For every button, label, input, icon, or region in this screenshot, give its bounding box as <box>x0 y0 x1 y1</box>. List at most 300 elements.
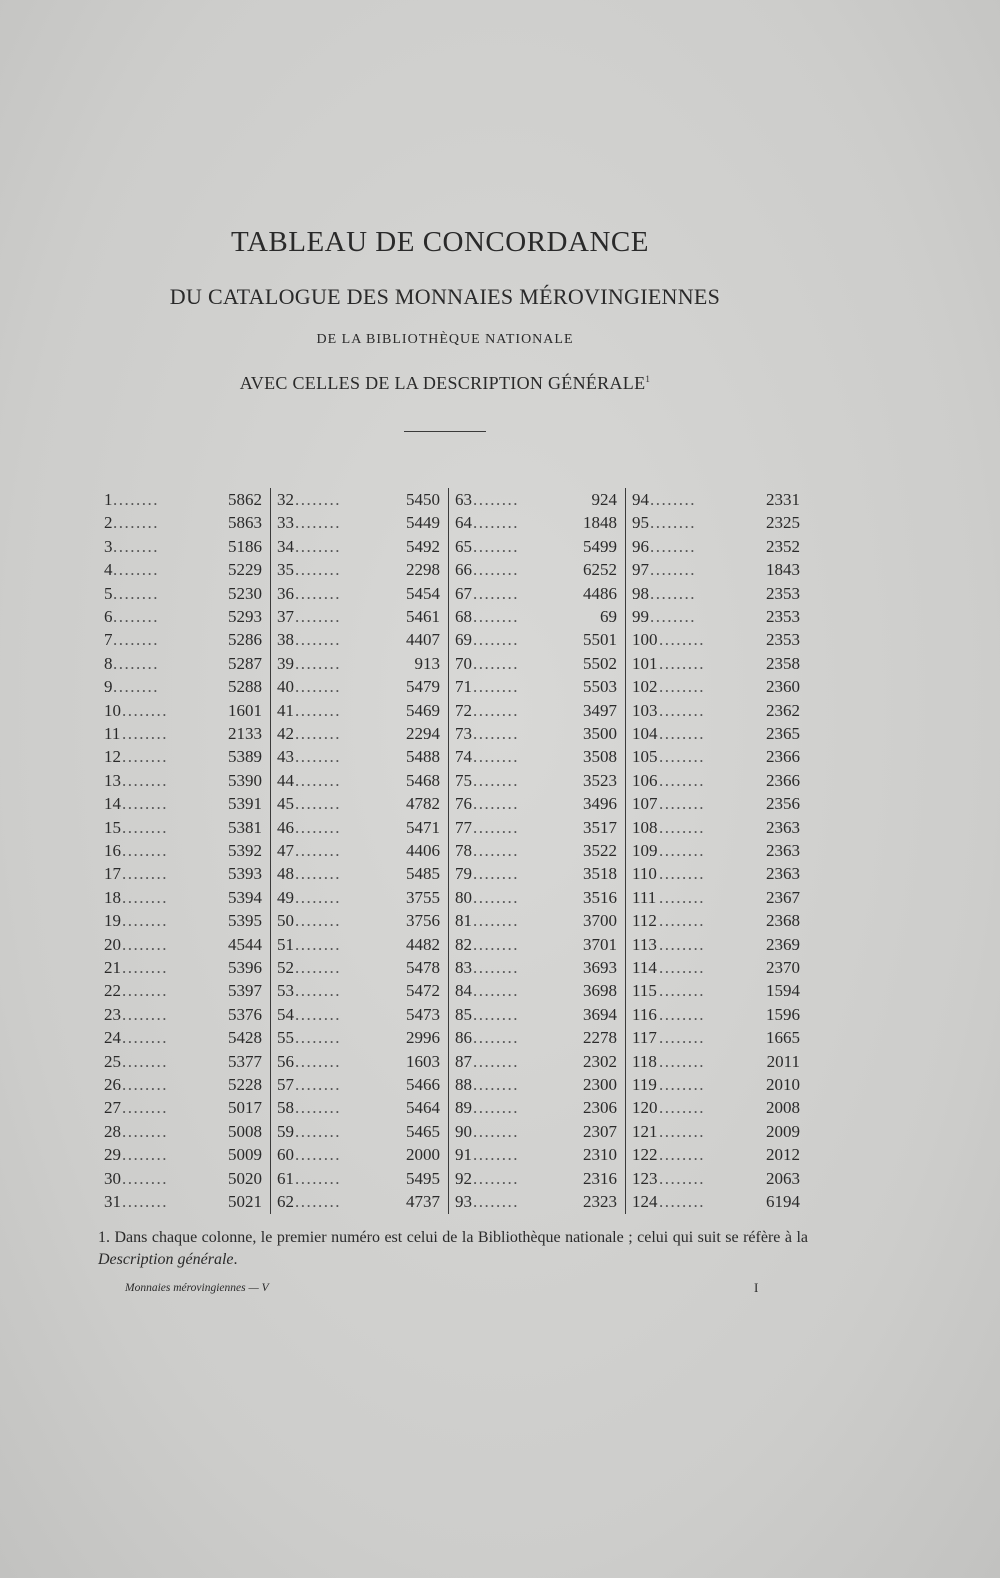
description-number: 5021 <box>228 1192 262 1211</box>
description-number: 5492 <box>406 536 440 556</box>
leader-dots: ........ <box>659 1098 705 1118</box>
description-number: 5394 <box>228 887 262 907</box>
catalogue-number: 121 <box>632 1121 658 1141</box>
table-row <box>98 1167 270 1190</box>
table-row <box>271 1167 448 1190</box>
description-number: 4544 <box>228 934 262 954</box>
table-row <box>98 535 270 558</box>
leader-dots: ........ <box>473 1192 519 1211</box>
leader-dots: ........ <box>473 770 519 790</box>
leader-dots: ........ <box>122 934 168 954</box>
table-row <box>98 628 270 651</box>
catalogue-number: 101 <box>632 653 658 673</box>
catalogue-number: 41 <box>277 700 294 720</box>
leader-dots: ........ <box>473 864 519 884</box>
table-row <box>449 1143 625 1166</box>
description-number: 5428 <box>228 1028 262 1048</box>
catalogue-number: 2 <box>104 513 113 533</box>
leader-dots: ........ <box>122 981 168 1001</box>
catalogue-number: 57 <box>277 1075 294 1094</box>
table-row <box>271 886 448 909</box>
description-number: 5862 <box>228 490 262 509</box>
description-number: 5008 <box>228 1121 262 1141</box>
catalogue-number: 6 <box>104 607 113 626</box>
leader-dots: ........ <box>473 653 519 673</box>
catalogue-number: 108 <box>632 817 658 837</box>
table-row <box>271 722 448 745</box>
catalogue-number: 123 <box>632 1168 658 1188</box>
description-number: 1594 <box>766 981 800 1001</box>
catalogue-number: 122 <box>632 1145 658 1165</box>
subtitle-description-text: AVEC CELLES DE LA DESCRIPTION GÉNÉRALE <box>239 373 646 393</box>
description-number: 5501 <box>583 630 617 650</box>
table-row <box>98 675 270 698</box>
table-row <box>449 511 625 534</box>
concordance-table <box>98 488 808 1214</box>
table-row <box>271 652 448 675</box>
table-row <box>449 628 625 651</box>
description-number: 2356 <box>766 794 800 814</box>
table-row <box>626 979 808 1002</box>
description-number: 2008 <box>766 1098 800 1118</box>
table-row <box>626 1003 808 1026</box>
table-row <box>271 699 448 722</box>
description-number: 3700 <box>583 911 617 931</box>
description-number: 2363 <box>766 864 800 884</box>
catalogue-number: 119 <box>632 1075 657 1094</box>
table-row <box>271 1190 448 1213</box>
catalogue-number: 92 <box>455 1168 472 1188</box>
table-row <box>449 535 625 558</box>
description-number: 3522 <box>583 841 617 860</box>
catalogue-number: 25 <box>104 1051 121 1071</box>
description-number: 1843 <box>766 560 800 580</box>
description-number: 2300 <box>583 1075 617 1094</box>
leader-dots: ........ <box>295 536 341 556</box>
leader-dots: ........ <box>659 1051 705 1071</box>
description-number: 2012 <box>766 1145 800 1165</box>
leader-dots: ........ <box>122 1192 168 1211</box>
catalogue-number: 18 <box>104 887 121 907</box>
catalogue-number: 68 <box>455 607 472 626</box>
table-row <box>449 933 625 956</box>
table-row <box>626 839 808 862</box>
leader-dots: ........ <box>473 1145 519 1165</box>
table-row <box>271 535 448 558</box>
catalogue-number: 88 <box>455 1075 472 1094</box>
catalogue-number: 118 <box>632 1051 657 1071</box>
catalogue-number: 84 <box>455 981 472 1001</box>
catalogue-number: 56 <box>277 1051 294 1071</box>
table-row <box>626 862 808 885</box>
catalogue-number: 105 <box>632 747 658 767</box>
leader-dots: ........ <box>122 841 168 860</box>
catalogue-number: 67 <box>455 583 472 603</box>
catalogue-number: 9 <box>104 677 113 697</box>
leader-dots: ........ <box>113 607 159 626</box>
leader-dots: ........ <box>295 583 341 603</box>
table-row <box>449 1167 625 1190</box>
leader-dots: ........ <box>659 981 705 1001</box>
leader-dots: ........ <box>473 981 519 1001</box>
table-row <box>626 909 808 932</box>
catalogue-number: 48 <box>277 864 294 884</box>
leader-dots: ........ <box>122 794 168 814</box>
leader-dots: ........ <box>122 817 168 837</box>
table-column-2 <box>270 488 448 1214</box>
description-number: 2278 <box>583 1028 617 1048</box>
table-row <box>271 909 448 932</box>
leader-dots: ........ <box>659 1121 705 1141</box>
catalogue-number: 117 <box>632 1028 657 1048</box>
leader-dots: ........ <box>295 1004 341 1024</box>
description-number: 5395 <box>228 911 262 931</box>
leader-dots: ........ <box>659 887 705 907</box>
description-number: 2000 <box>406 1145 440 1165</box>
table-row <box>449 1026 625 1049</box>
table-row <box>271 582 448 605</box>
leader-dots: ........ <box>659 794 705 814</box>
description-number: 4482 <box>406 934 440 954</box>
table-row <box>626 582 808 605</box>
leader-dots: ........ <box>113 560 159 580</box>
table-column-1 <box>98 488 270 1214</box>
catalogue-number: 1 <box>104 490 113 509</box>
table-row <box>98 792 270 815</box>
catalogue-number: 29 <box>104 1145 121 1165</box>
leader-dots: ........ <box>122 1145 168 1165</box>
table-row <box>626 488 808 511</box>
catalogue-number: 90 <box>455 1121 472 1141</box>
catalogue-number: 75 <box>455 770 472 790</box>
description-number: 5293 <box>228 607 262 626</box>
table-row <box>271 816 448 839</box>
table-row <box>449 1003 625 1026</box>
catalogue-number: 38 <box>277 630 294 650</box>
leader-dots: ........ <box>295 1075 341 1094</box>
catalogue-number: 17 <box>104 864 121 884</box>
leader-dots: ........ <box>659 958 705 977</box>
catalogue-number: 74 <box>455 747 472 767</box>
table-row <box>271 511 448 534</box>
description-number: 5503 <box>583 677 617 697</box>
leader-dots: ........ <box>650 513 696 533</box>
description-number: 3694 <box>583 1004 617 1024</box>
table-row <box>271 1120 448 1143</box>
leader-dots: ........ <box>659 1075 705 1094</box>
table-row <box>271 745 448 768</box>
table-row <box>449 1073 625 1096</box>
leader-dots: ........ <box>295 1051 341 1071</box>
leader-dots: ........ <box>113 536 159 556</box>
table-row <box>98 839 270 862</box>
leader-dots: ........ <box>295 981 341 1001</box>
leader-dots: ........ <box>473 794 519 814</box>
catalogue-number: 12 <box>104 747 121 767</box>
description-number: 5396 <box>228 958 262 977</box>
catalogue-number: 104 <box>632 724 658 743</box>
description-number: 5472 <box>406 981 440 1001</box>
leader-dots: ........ <box>473 513 519 533</box>
description-number: 1596 <box>766 1004 800 1024</box>
table-row <box>271 1073 448 1096</box>
table-row <box>98 582 270 605</box>
table-row <box>449 769 625 792</box>
table-row <box>626 769 808 792</box>
leader-dots: ........ <box>122 1075 168 1094</box>
catalogue-number: 21 <box>104 958 121 977</box>
table-row <box>626 886 808 909</box>
leader-dots: ........ <box>659 1145 705 1165</box>
description-number: 913 <box>414 653 440 673</box>
description-number: 5286 <box>228 630 262 650</box>
catalogue-number: 20 <box>104 934 121 954</box>
description-number: 3500 <box>583 724 617 743</box>
table-row <box>98 605 270 628</box>
catalogue-number: 35 <box>277 560 294 580</box>
leader-dots: ........ <box>473 1168 519 1188</box>
leader-dots: ........ <box>659 747 705 767</box>
catalogue-number: 100 <box>632 630 658 650</box>
catalogue-number: 107 <box>632 794 658 814</box>
description-number: 1603 <box>406 1051 440 1071</box>
leader-dots: ........ <box>122 1121 168 1141</box>
description-number: 924 <box>591 490 617 509</box>
leader-dots: ........ <box>295 934 341 954</box>
leader-dots: ........ <box>473 958 519 977</box>
footnote-number: 1. <box>98 1229 110 1246</box>
table-row <box>449 1096 625 1119</box>
description-number: 5499 <box>583 536 617 556</box>
description-number: 3698 <box>583 981 617 1001</box>
description-number: 2369 <box>766 934 800 954</box>
table-row <box>626 511 808 534</box>
catalogue-number: 46 <box>277 817 294 837</box>
catalogue-number: 26 <box>104 1075 121 1094</box>
leader-dots: ........ <box>295 770 341 790</box>
description-number: 2316 <box>583 1168 617 1188</box>
description-number: 1665 <box>766 1028 800 1048</box>
leader-dots: ........ <box>295 794 341 814</box>
table-row <box>271 1026 448 1049</box>
leader-dots: ........ <box>659 770 705 790</box>
table-row <box>271 488 448 511</box>
table-row <box>626 933 808 956</box>
description-number: 5485 <box>406 864 440 884</box>
table-row <box>449 745 625 768</box>
catalogue-number: 110 <box>632 864 657 884</box>
description-number: 2353 <box>766 607 800 626</box>
description-number: 3693 <box>583 958 617 977</box>
table-row <box>271 628 448 651</box>
description-number: 5471 <box>406 817 440 837</box>
table-row <box>449 1120 625 1143</box>
catalogue-number: 94 <box>632 490 649 509</box>
description-number: 5376 <box>228 1004 262 1024</box>
leader-dots: ........ <box>473 934 519 954</box>
description-number: 4486 <box>583 583 617 603</box>
catalogue-number: 124 <box>632 1192 658 1211</box>
footnote <box>98 1227 808 1271</box>
table-row <box>449 862 625 885</box>
description-number: 5473 <box>406 1004 440 1024</box>
leader-dots: ........ <box>659 700 705 720</box>
table-row <box>98 488 270 511</box>
description-number: 2365 <box>766 724 800 743</box>
table-row <box>98 1073 270 1096</box>
table-row <box>449 1190 625 1213</box>
description-number: 2353 <box>766 583 800 603</box>
leader-dots: ........ <box>122 887 168 907</box>
description-number: 5288 <box>228 677 262 697</box>
leader-dots: ........ <box>295 841 341 860</box>
catalogue-number: 113 <box>632 934 657 954</box>
leader-dots: ........ <box>473 911 519 931</box>
leader-dots: ........ <box>473 1004 519 1024</box>
catalogue-number: 86 <box>455 1028 472 1048</box>
description-number: 5393 <box>228 864 262 884</box>
description-number: 3508 <box>583 747 617 767</box>
description-number: 4737 <box>406 1192 440 1211</box>
catalogue-number: 32 <box>277 490 294 509</box>
table-row <box>449 558 625 581</box>
leader-dots: ........ <box>473 700 519 720</box>
description-number: 3756 <box>406 911 440 931</box>
table-column-3 <box>448 488 625 1214</box>
catalogue-number: 13 <box>104 770 121 790</box>
description-number: 3518 <box>583 864 617 884</box>
leader-dots: ........ <box>122 747 168 767</box>
description-number: 5228 <box>228 1075 262 1094</box>
catalogue-number: 15 <box>104 817 121 837</box>
catalogue-number: 49 <box>277 887 294 907</box>
description-number: 2010 <box>766 1075 800 1094</box>
table-row <box>449 909 625 932</box>
catalogue-number: 66 <box>455 560 472 580</box>
table-row <box>626 535 808 558</box>
description-number: 5391 <box>228 794 262 814</box>
description-number: 2323 <box>583 1192 617 1211</box>
leader-dots: ........ <box>295 864 341 884</box>
catalogue-number: 55 <box>277 1028 294 1048</box>
leader-dots: ........ <box>473 1051 519 1071</box>
leader-dots: ........ <box>473 1121 519 1141</box>
table-row <box>626 1096 808 1119</box>
leader-dots: ........ <box>122 1098 168 1118</box>
table-row <box>626 745 808 768</box>
leader-dots: ........ <box>473 560 519 580</box>
description-number: 2353 <box>766 630 800 650</box>
table-row <box>271 1003 448 1026</box>
table-row <box>98 1096 270 1119</box>
table-row <box>449 979 625 1002</box>
table-row <box>98 1190 270 1213</box>
catalogue-number: 37 <box>277 607 294 626</box>
leader-dots: ........ <box>113 677 159 697</box>
leader-dots: ........ <box>473 583 519 603</box>
leader-dots: ........ <box>659 817 705 837</box>
description-number: 5389 <box>228 747 262 767</box>
table-row <box>98 699 270 722</box>
description-number: 5469 <box>406 700 440 720</box>
table-row <box>449 1050 625 1073</box>
leader-dots: ........ <box>659 911 705 931</box>
table-row <box>98 956 270 979</box>
catalogue-number: 62 <box>277 1192 294 1211</box>
leader-dots: ........ <box>122 700 168 720</box>
leader-dots: ........ <box>473 841 519 860</box>
description-number: 5377 <box>228 1051 262 1071</box>
catalogue-number: 47 <box>277 841 294 860</box>
leader-dots: ........ <box>122 911 168 931</box>
catalogue-number: 28 <box>104 1121 121 1141</box>
table-row <box>98 1003 270 1026</box>
description-number: 5464 <box>406 1098 440 1118</box>
description-number: 3517 <box>583 817 617 837</box>
footnote-mark: 1 <box>645 374 651 384</box>
table-row <box>449 839 625 862</box>
catalogue-number: 76 <box>455 794 472 814</box>
table-row <box>449 816 625 839</box>
table-row <box>449 675 625 698</box>
description-number: 2358 <box>766 653 800 673</box>
table-row <box>98 816 270 839</box>
description-number: 2307 <box>583 1121 617 1141</box>
leader-dots: ........ <box>650 536 696 556</box>
leader-dots: ........ <box>295 490 341 509</box>
table-row <box>98 909 270 932</box>
description-number: 5020 <box>228 1168 262 1188</box>
leader-dots: ........ <box>295 1192 341 1211</box>
catalogue-number: 23 <box>104 1004 121 1024</box>
description-number: 5495 <box>406 1168 440 1188</box>
catalogue-number: 54 <box>277 1004 294 1024</box>
leader-dots: ........ <box>122 770 168 790</box>
description-number: 4782 <box>406 794 440 814</box>
table-row <box>98 511 270 534</box>
description-number: 5381 <box>228 817 262 837</box>
description-number: 5465 <box>406 1121 440 1141</box>
table-row <box>449 605 625 628</box>
table-row <box>626 1050 808 1073</box>
description-number: 5017 <box>228 1098 262 1118</box>
catalogue-number: 34 <box>277 536 294 556</box>
catalogue-number: 3 <box>104 536 113 556</box>
description-number: 2302 <box>583 1051 617 1071</box>
catalogue-number: 44 <box>277 770 294 790</box>
table-row <box>626 1143 808 1166</box>
table-row <box>271 979 448 1002</box>
leader-dots: ........ <box>295 1145 341 1165</box>
leader-dots: ........ <box>650 583 696 603</box>
leader-dots: ........ <box>295 817 341 837</box>
catalogue-number: 33 <box>277 513 294 533</box>
table-row <box>98 979 270 1002</box>
description-number: 5449 <box>406 513 440 533</box>
leader-dots: ........ <box>659 653 705 673</box>
leader-dots: ........ <box>473 747 519 767</box>
leader-dots: ........ <box>473 1075 519 1094</box>
description-number: 3516 <box>583 887 617 907</box>
catalogue-number: 81 <box>455 911 472 931</box>
table-row <box>271 933 448 956</box>
table-row <box>98 558 270 581</box>
table-row <box>626 792 808 815</box>
leader-dots: ........ <box>113 653 159 673</box>
catalogue-number: 30 <box>104 1168 121 1188</box>
leader-dots: ........ <box>473 536 519 556</box>
leader-dots: ........ <box>650 607 696 626</box>
